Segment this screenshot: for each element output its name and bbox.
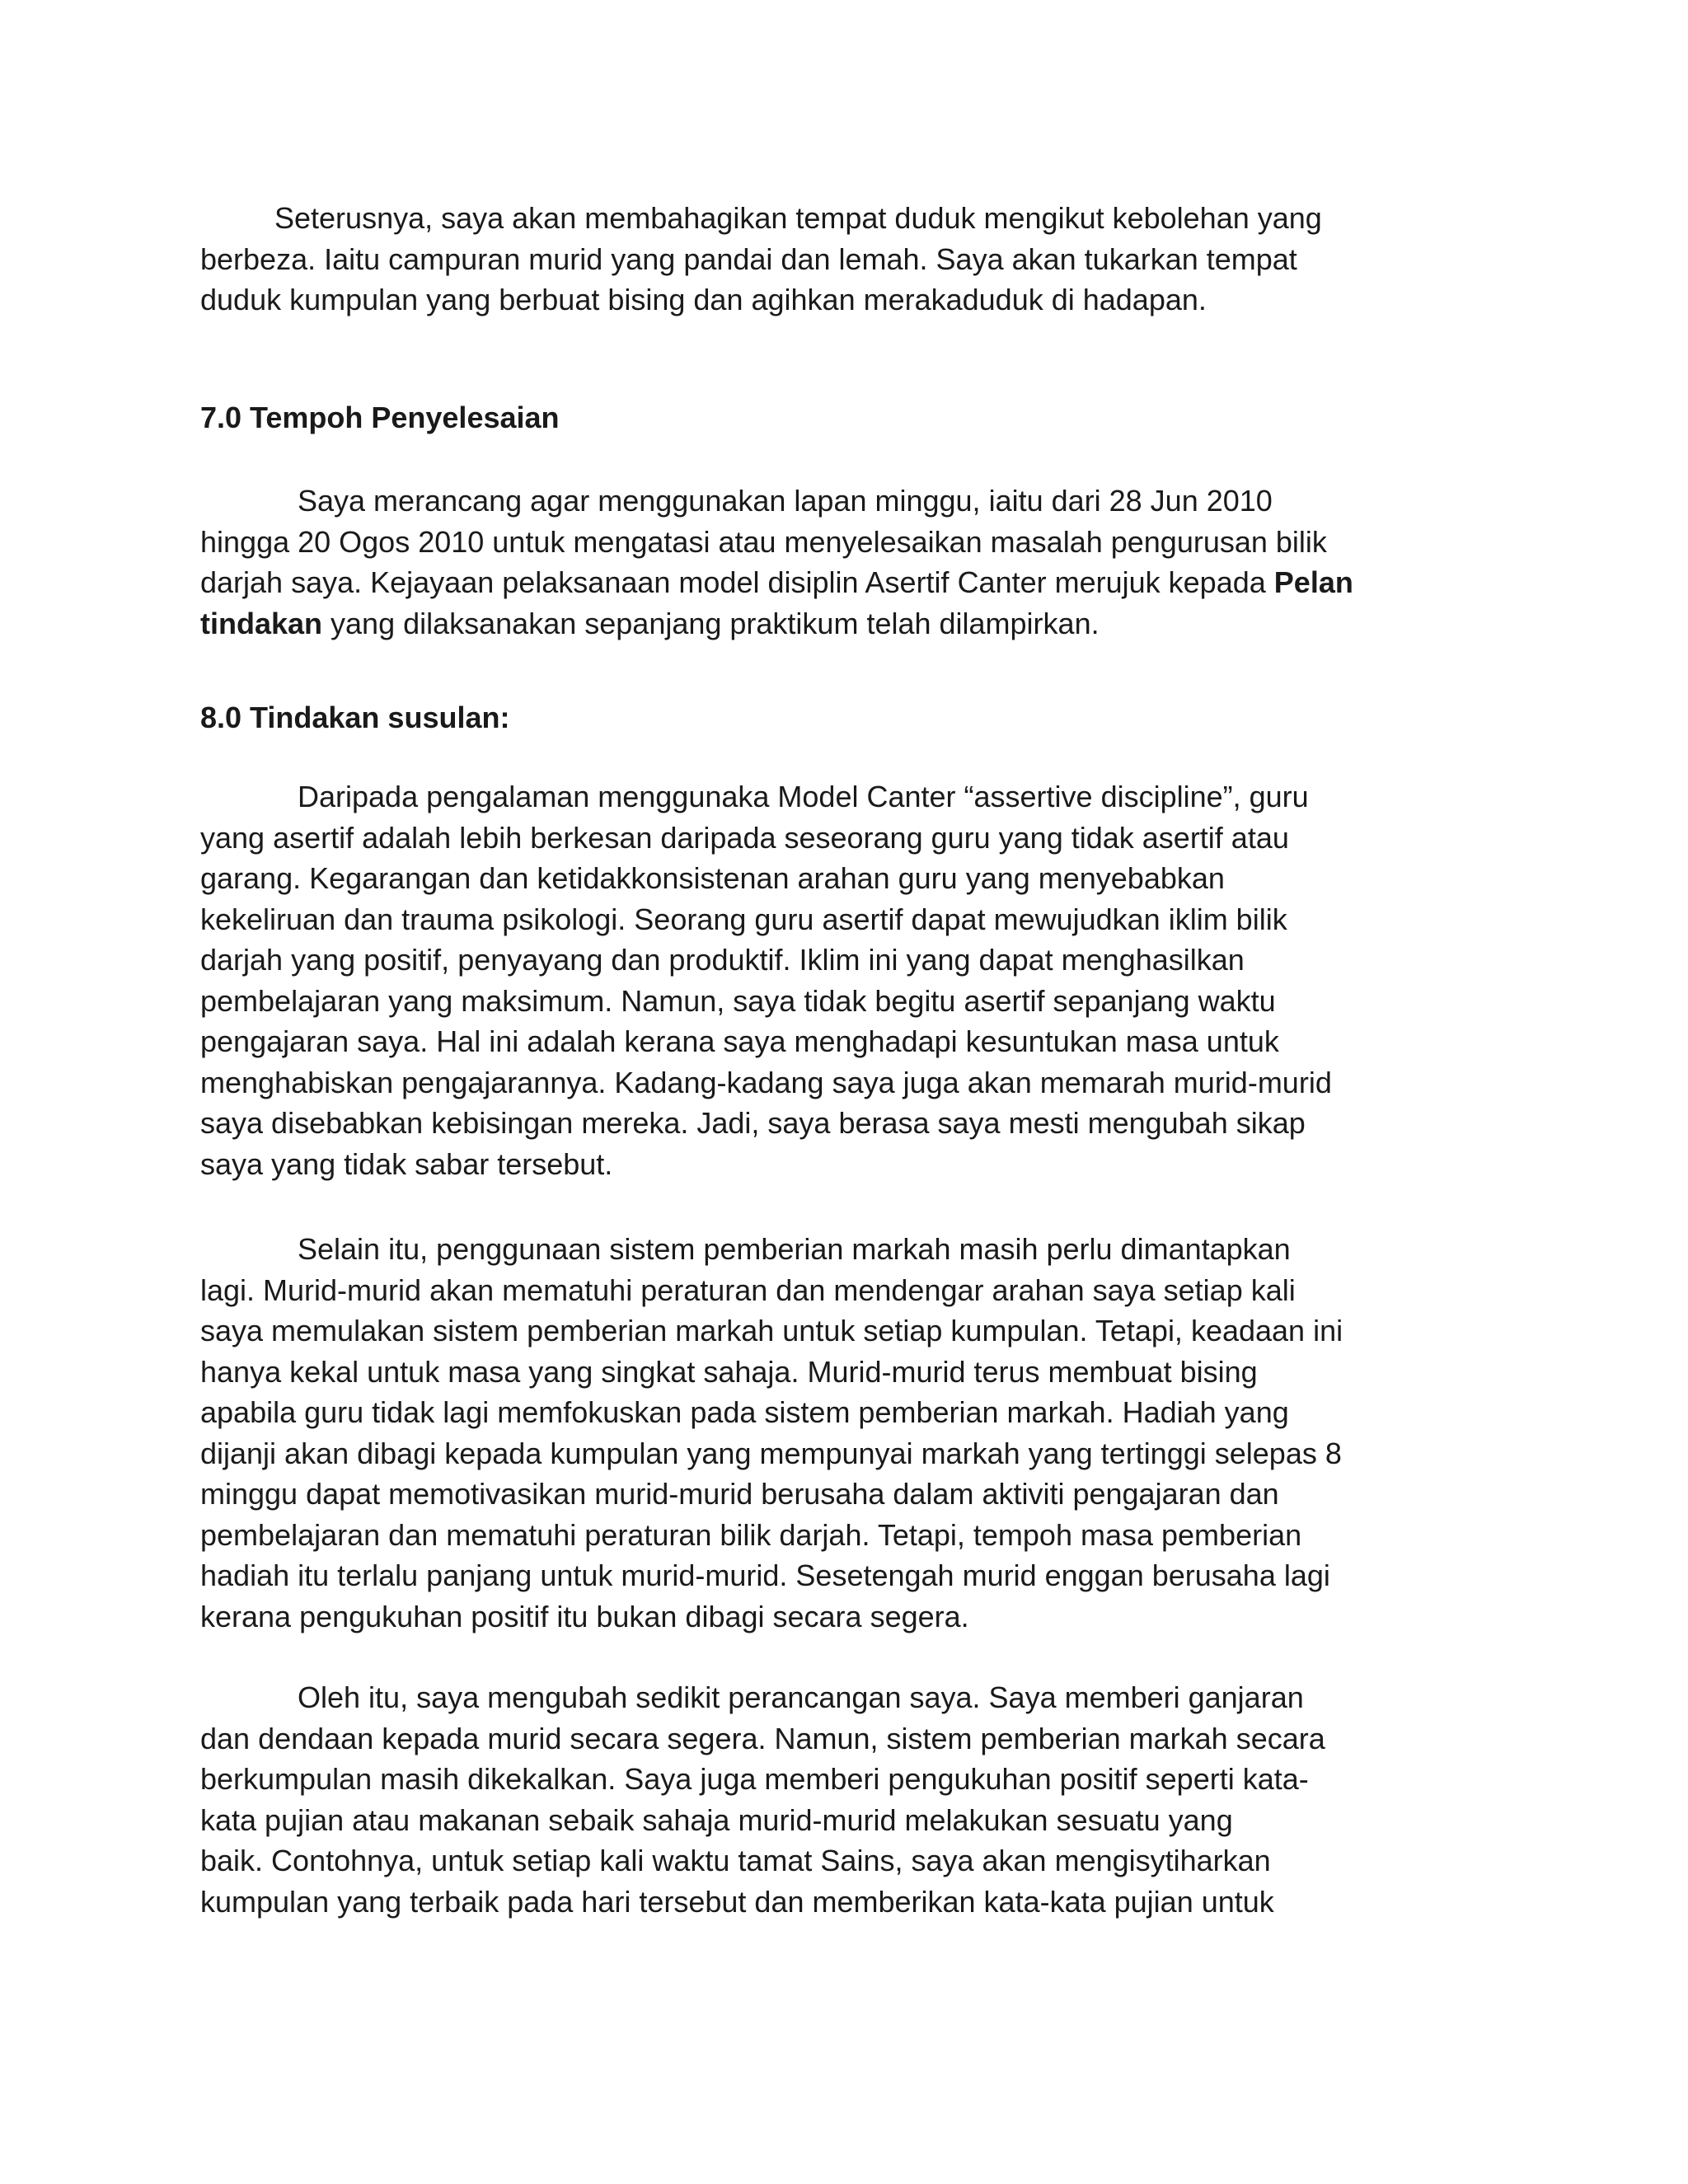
text-line: saya memulakan sistem pemberian markah untuk setiap kumpulan. Tetapi, keadaan ini	[200, 1314, 1343, 1347]
section-7-paragraph	[200, 480, 1494, 644]
text-line: Saya merancang agar menggunakan lapan minggu, iaitu dari 28 Jun 2010	[298, 484, 1273, 518]
text-line: berkumpulan masih dikekalkan. Saya juga memberi pengukuhan positif seperti kata-	[200, 1762, 1309, 1796]
text-line: lagi. Murid-murid akan mematuhi peraturan dan mendengar arahan saya setiap kali	[200, 1272, 1296, 1307]
text-line: Oleh itu, saya mengubah sedikit perancangan saya. Saya memberi ganjaran	[298, 1680, 1304, 1714]
text-line: kekeliruan dan trauma psikologi. Seorang guru asertif dapat mewujudkan iklim bilik	[200, 902, 1287, 936]
text-line: Selain itu, penggunaan sistem pemberian markah masih perlu dimantapkan	[298, 1232, 1291, 1266]
text-line: pembelajaran yang maksimum. Namun, saya tidak begitu asertif sepanjang waktu	[200, 983, 1276, 1018]
section-7-heading: 7.0 Tempoh Penyelesaian	[200, 401, 560, 434]
text-line: Daripada pengalaman menggunaka Model Canter “assertive discipline”, guru	[298, 780, 1309, 813]
section-8-paragraph-1	[200, 776, 1494, 1184]
text-line: baik. Contohnya, untuk setiap kali waktu tamat Sains, saya akan mengisytiharkan	[200, 1844, 1271, 1877]
paragraph-intro	[200, 198, 1494, 321]
text-line: dan dendaan kepada murid secara segera. Namun, sistem pemberian markah secara	[200, 1721, 1325, 1755]
text-line: yang asertif adalah lebih berkesan daripada seseorang guru yang tidak asertif atau	[200, 820, 1289, 855]
text-run: darjah saya. Kejayaan pelaksanaan model disiplin Asertif Canter merujuk kepada	[200, 565, 1274, 599]
text-line: darjah yang positif, penyayang dan produktif. Iklim ini yang dapat menghasilkan	[200, 943, 1245, 977]
text-line: Seterusnya, saya akan membahagikan tempat duduk mengikut kebolehan yang	[274, 201, 1322, 235]
text-line: hingga 20 Ogos 2010 untuk mengatasi atau menyelesaikan masalah pengurusan bilik	[200, 524, 1327, 559]
text-line: kata pujian atau makanan sebaik sahaja murid-murid melakukan sesuatu yang	[200, 1802, 1233, 1837]
bold-term-tindakan: tindakan	[200, 606, 323, 640]
text-line: saya disebabkan kebisingan mereka. Jadi, saya berasa saya mesti mengubah sikap	[200, 1106, 1306, 1140]
text-run: yang dilaksanakan sepanjang praktikum telah dilampirkan.	[322, 606, 1100, 640]
section-8-paragraph-3	[200, 1677, 1494, 1922]
text-line: dijanji akan dibagi kepada kumpulan yang mempunyai markah yang tertinggi selepas 8	[200, 1436, 1342, 1470]
text-line: duduk kumpulan yang berbuat bising dan agihkan merakaduduk di hadapan.	[200, 283, 1207, 316]
text-line: menghabiskan pengajarannya. Kadang-kadang saya juga akan memarah murid-murid	[200, 1065, 1332, 1099]
text-line	[200, 562, 1494, 603]
section-8-paragraph-2	[200, 1229, 1494, 1637]
text-line: hanya kekal untuk masa yang singkat sahaja. Murid-murid terus membuat bising	[200, 1354, 1258, 1389]
text-line: berbeza. Iaitu campuran murid yang pandai dan lemah. Saya akan tukarkan tempat	[200, 241, 1297, 276]
text-line: saya yang tidak sabar tersebut.	[200, 1146, 613, 1181]
text-line: hadiah itu terlalu panjang untuk murid-murid. Sesetengah murid enggan berusaha lagi	[200, 1558, 1330, 1592]
text-line: minggu dapat memotivasikan murid-murid berusaha dalam aktiviti pengajaran dan	[200, 1477, 1279, 1511]
text-line: pengajaran saya. Hal ini adalah kerana saya menghadapi kesuntukan masa untuk	[200, 1024, 1279, 1058]
text-line: garang. Kegarangan dan ketidakkonsistenan arahan guru yang menyebabkan	[200, 861, 1225, 895]
text-line: apabila guru tidak lagi memfokuskan pada sistem pemberian markah. Hadiah yang	[200, 1395, 1289, 1429]
text-line: kerana pengukuhan positif itu bukan dibagi secara segera.	[200, 1599, 969, 1633]
section-8-heading: 8.0 Tindakan susulan:	[200, 701, 510, 734]
text-line	[200, 603, 1494, 644]
text-line: kumpulan yang terbaik pada hari tersebut dan memberikan kata-kata pujian untuk	[200, 1884, 1274, 1919]
text-line: pembelajaran dan mematuhi peraturan bilik darjah. Tetapi, tempoh masa pemberian	[200, 1517, 1302, 1552]
bold-term-pelan: Pelan	[1273, 565, 1353, 599]
